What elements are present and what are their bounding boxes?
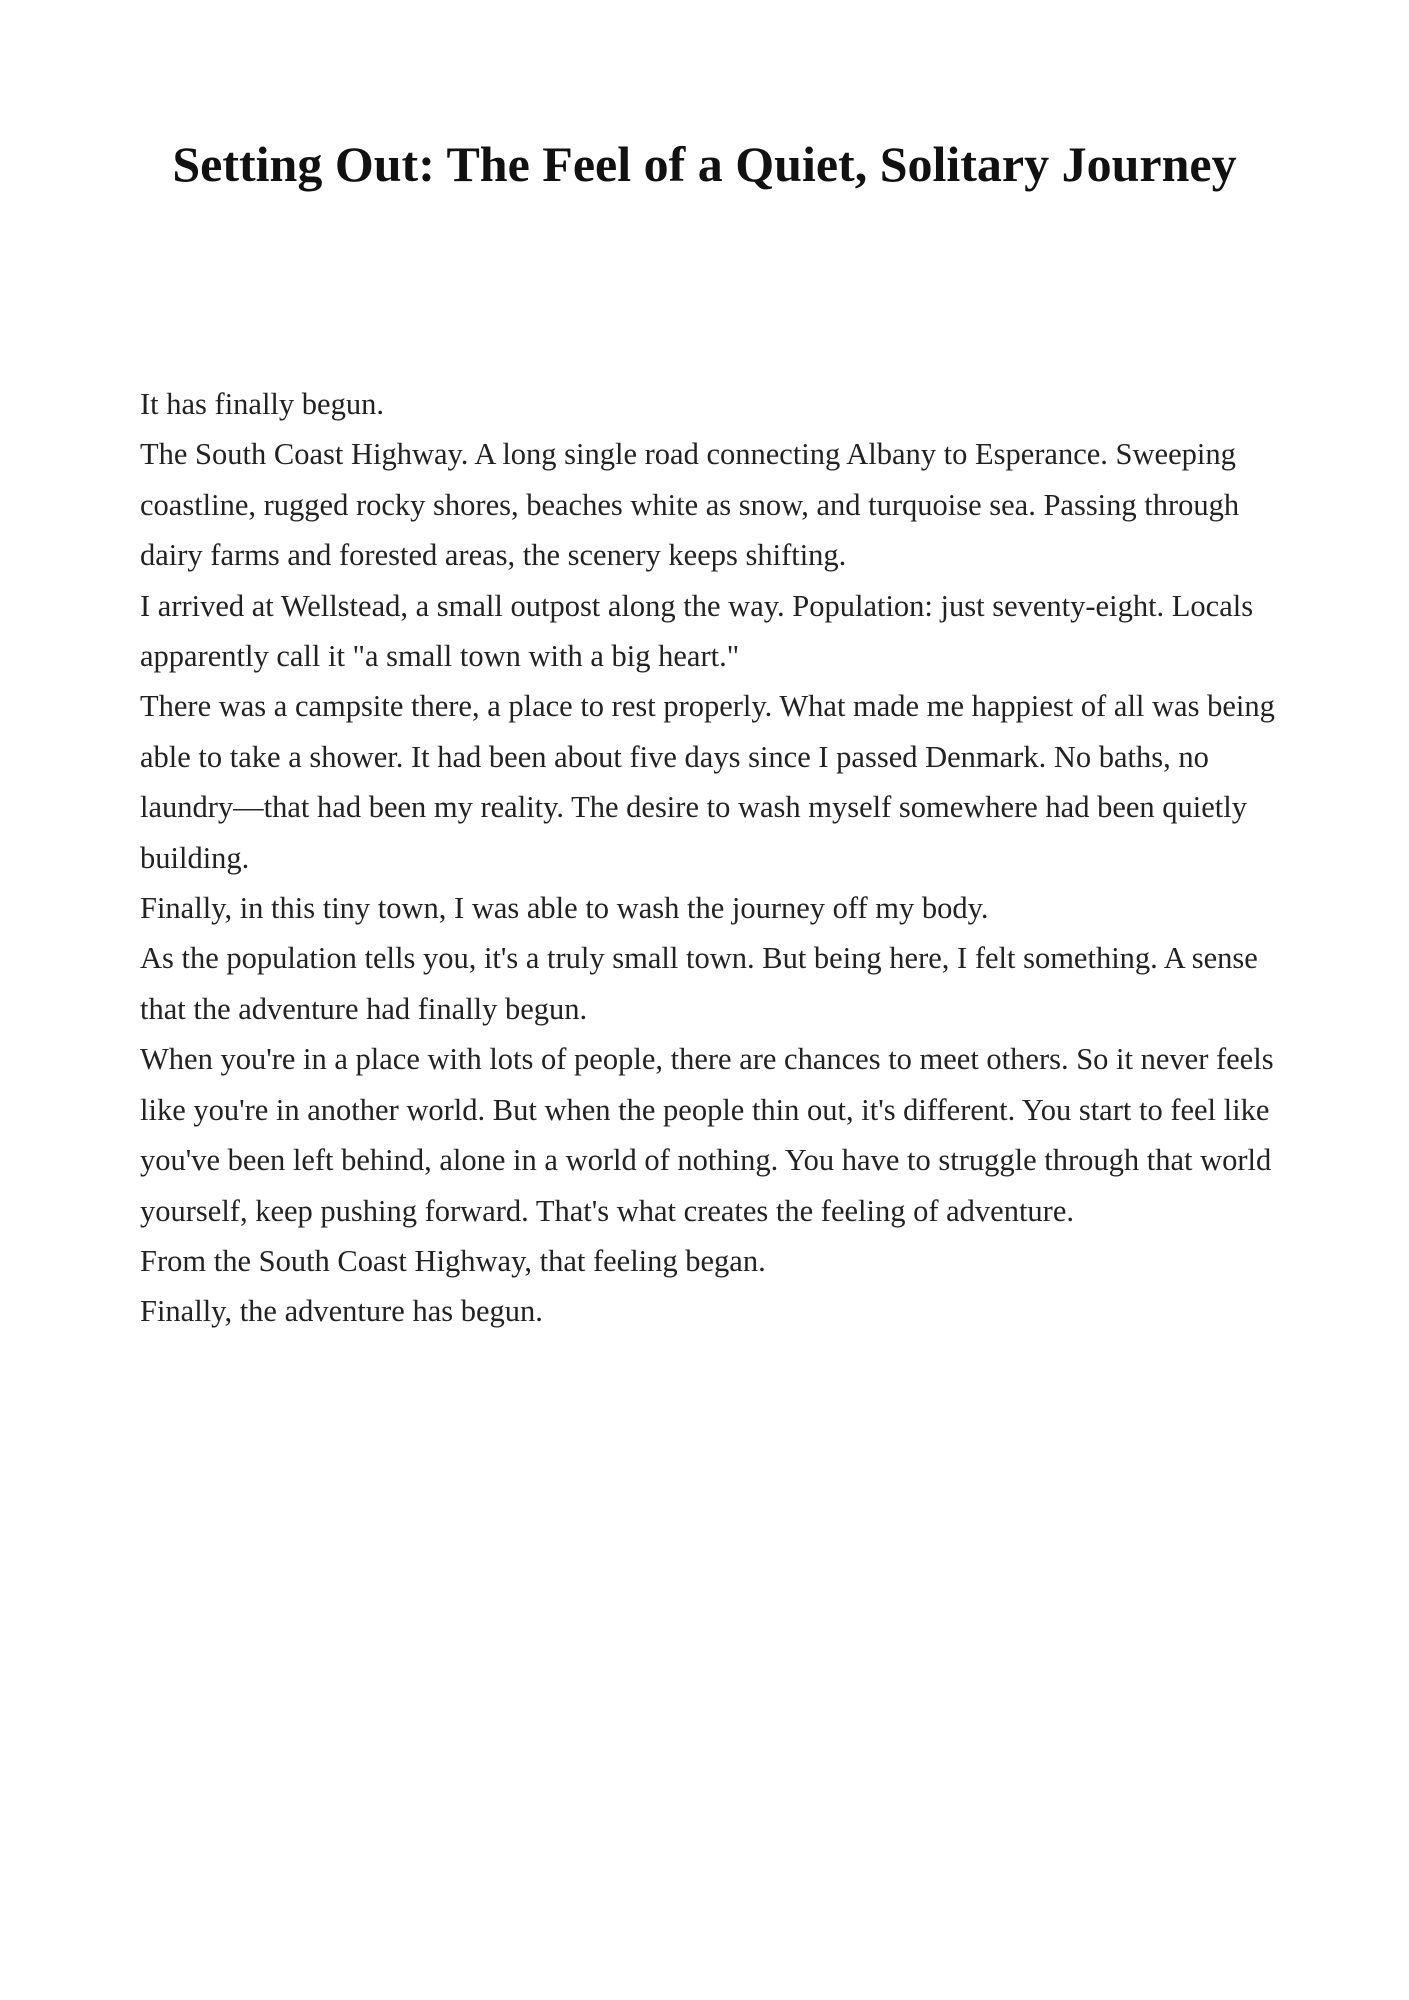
paragraph: I arrived at Wellstead, a small outpost along the way. Population: just seventy-eight. Locals apparently call it "a small town with a big heart." [140,588,1254,674]
paragraph: From the South Coast Highway, that feeling began. [140,1243,766,1278]
paragraph: Finally, in this tiny town, I was able to wash the journey off my body. [140,891,989,926]
page-title: Setting Out: The Feel of a Quiet, Solitary Journey [172,136,1237,192]
paragraph: There was a campsite there, a place to rest properly. What made me happiest of all was being able to take a shower. It had been about five days since I passed Denmark. No baths, no laundry—that had been my reality. The desire to wash myself somewhere had been quietly building. [140,689,1275,875]
paragraph: When you're in a place with lots of people, there are chances to meet others. So it never feels like you're in another world. But when the people thin out, it's different. You start to feel like you've been left behind, alone in a world of nothing. You have to struggle through that world yourself, keep pushing forward. That's what creates the feeling of adventure. [140,1042,1274,1228]
paragraph: Finally, the adventure has begun. [140,1294,543,1329]
paragraph: The South Coast Highway. A long single road connecting Albany to Esperance. Sweeping coastline, rugged rocky shores, beaches white as snow, and turquoise sea. Passing through dairy farms and forested areas, the scenery keeps shifting. [140,437,1240,573]
paragraph: It has finally begun. [140,387,384,421]
paragraph: As the population tells you, it's a truly small town. But being here, I felt something. A sense that the adventure had finally begun. [140,941,1258,1026]
body-text [140,379,1280,1337]
